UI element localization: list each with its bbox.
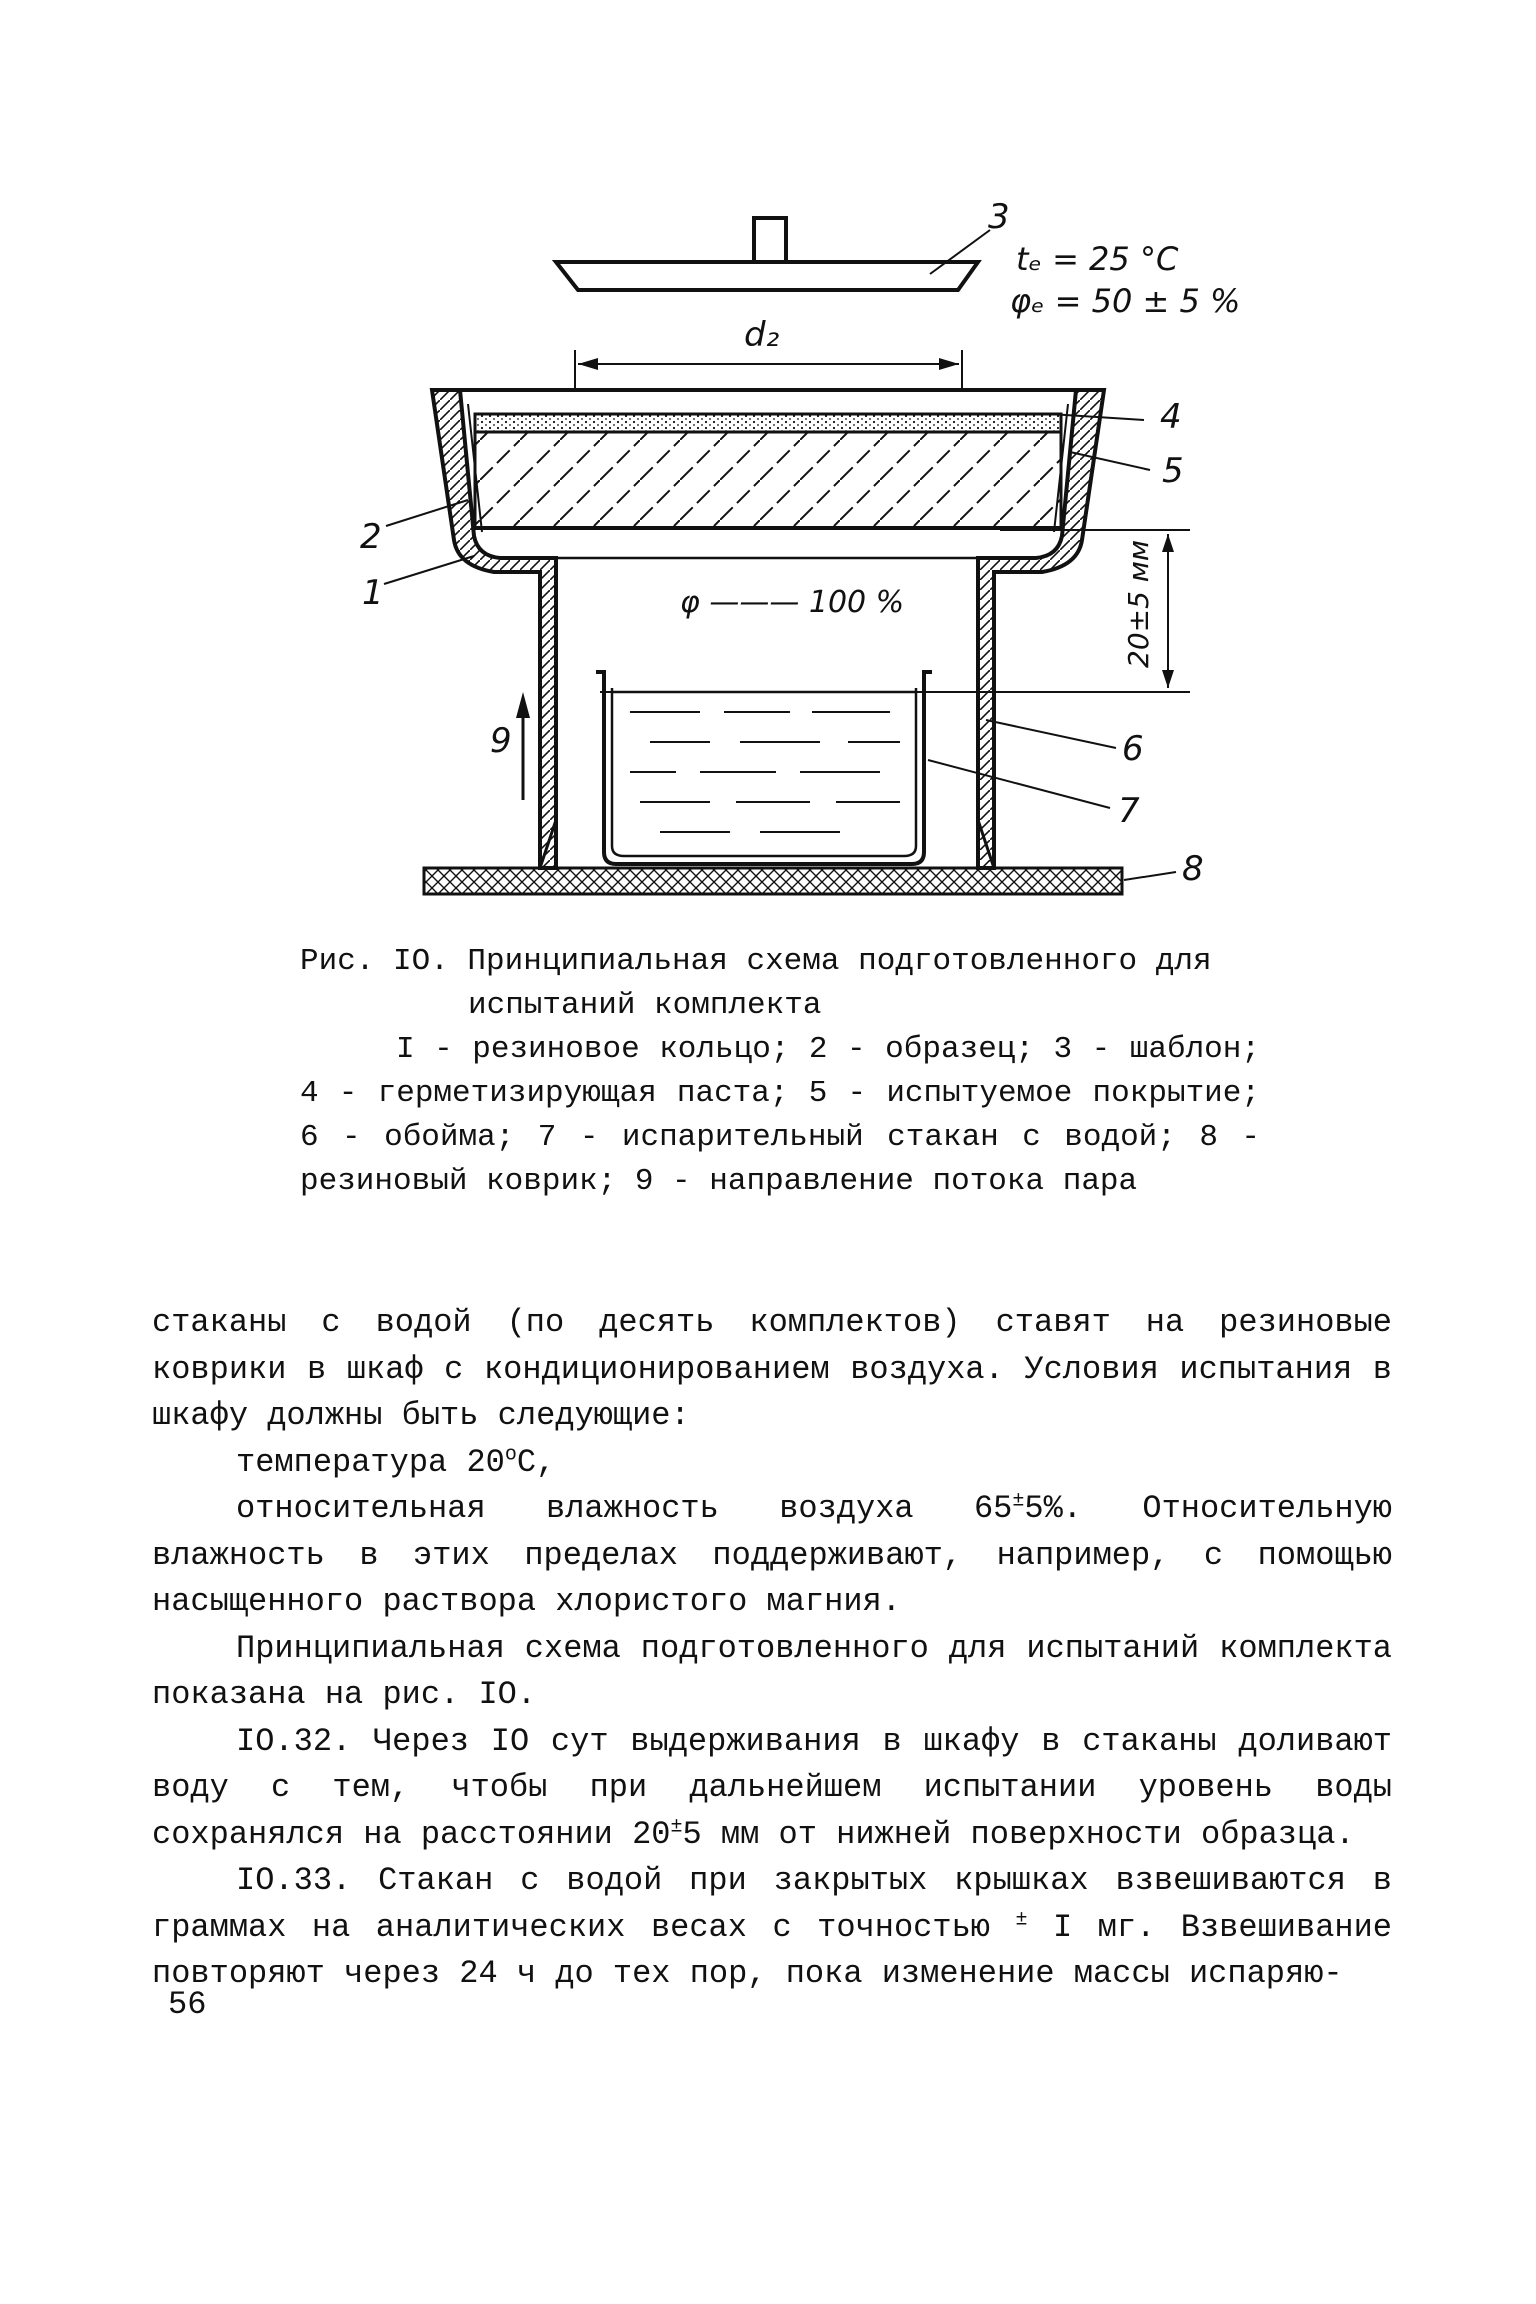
caption-title-cont: испытаний комплекта xyxy=(468,988,822,1023)
label-2: 2 xyxy=(360,517,382,557)
dimension-20-label: 20±5 мм xyxy=(1122,539,1155,668)
figure-caption xyxy=(300,940,1260,1204)
sample xyxy=(475,432,1061,528)
phi-inner-label: φ ——— 100 % xyxy=(680,585,905,620)
caption-title: Рис. IO. Принципиальная схема подготовленного для xyxy=(300,944,1212,979)
paragraph: относительная влажность воздуха 65±5%. Относительную влажность в этих пределах поддерживают, например, с помощью насыщенного раствора хлористого магния. xyxy=(152,1489,1392,1620)
sealing-paste xyxy=(475,414,1061,432)
dimension-d2 xyxy=(575,350,962,392)
paragraph: IO.33. Стакан с водой при закрытых крышках взвешиваются в граммах на аналитических весах с точностью ± I мг. Взвешивание повторяют через 24 ч до тех пор, пока изменение массы испаряю- xyxy=(152,1862,1393,1992)
t-e-label: tₑ = 25 °C xyxy=(1016,240,1179,278)
test-assembly-diagram xyxy=(0,0,1536,930)
label-7: 7 xyxy=(1118,791,1140,831)
caption-legend: I - резиновое кольцо; 2 - образец; 3 - шаблон; 4 - герметизирующая паста; 5 - испытуемое покрытие; 6 - обойма; 7 - испарительный стакан с водой; 8 - резиновый коврик; 9 - направление потока пара xyxy=(300,1032,1260,1199)
label-1: 1 xyxy=(362,573,384,613)
paragraph: Принципиальная схема подготовленного для испытаний комплекта показана на рис. IO. xyxy=(152,1629,1392,1713)
d2-label: d₂ xyxy=(744,315,780,355)
paragraph: IO.32. Через IO сут выдерживания в шкафу в стаканы доливают воду с тем, чтобы при дальнейшем испытании уровень воды сохранялся на расстоянии 20±5 мм от нижней поверхности образца. xyxy=(152,1722,1392,1853)
phi-e-label: φₑ = 50 ± 5 % xyxy=(1010,282,1241,320)
paragraph: стаканы с водой (по десять комплектов) ставят на резиновые коврики в шкаф с кондиционированием воздуха. Условия испытания в шкафу должны быть следующие: xyxy=(152,1304,1392,1434)
label-8: 8 xyxy=(1182,849,1204,889)
label-3: 3 xyxy=(988,197,1010,237)
paragraph: температура 20$^o$C, xyxy=(236,1442,556,1481)
rubber-mat xyxy=(424,868,1122,894)
label-6: 6 xyxy=(1122,729,1144,769)
steam-flow-arrow xyxy=(516,692,530,800)
evaporating-cup xyxy=(596,672,932,864)
body-text xyxy=(152,1300,1392,1998)
label-4: 4 xyxy=(1160,397,1182,437)
template-lid xyxy=(556,218,978,290)
label-9: 9 xyxy=(490,721,512,761)
label-5: 5 xyxy=(1162,451,1184,491)
page-number: 56 xyxy=(168,1986,207,2023)
